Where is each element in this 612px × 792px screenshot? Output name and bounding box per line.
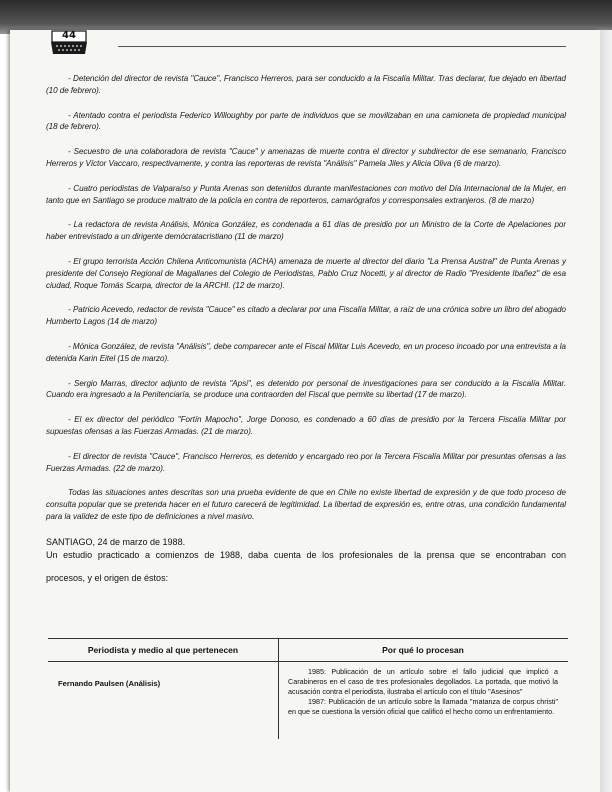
event-text: - Secuestro de una colaboradora de revista "Cauce" y amenazas de muerte contra el director y subdirector de ese semanario, Francisco Herreros y Víctor Vaccaro, respectivamente, y contra las reporteras de revista "Análisis" Pamela Jiles y Alicia Oliva (6 de marzo).: [46, 147, 566, 168]
event-item: [46, 146, 566, 170]
event-text: - Sergio Marras, director adjunto de revista "Apsi", es detenido por personal de investigaciones para ser conducido a la Fiscalía Militar. Cuando era ingresado a la Penitenciaría, se produce una contraorden del Fiscal que permite su libertad (17 de marzo).: [46, 378, 566, 400]
main-content: [46, 73, 566, 585]
event-text: - Mónica González, de revista "Análisis", debe comparecer ante el Fiscal Militar Luis Acevedo, en un proceso incoado por una entrevista a la detenida Karin Eitel (15 de marzo).: [46, 341, 566, 363]
event-text: - Atentado contra el periodista Federico Willoughby por parte de individuos que se movilizaban en una camioneta de propiedad municipal (18 de febrero).: [46, 110, 566, 132]
reason-entry: [288, 697, 558, 717]
event-item: [46, 219, 566, 243]
table-cell-reason: [288, 667, 558, 717]
reason-text: 1987: Publicación de un artículo sobre la llamada "matanza de corpus christi" en que se cuestiona la versión oficial que calificó el hecho como un enfrentamiento.: [288, 697, 558, 716]
table-cell-journalist: Fernando Paulsen (Análisis): [58, 679, 161, 688]
table-header-reason: Por qué lo procesan: [382, 645, 464, 655]
table-column-divider: [278, 639, 279, 739]
header-rule: [118, 46, 566, 47]
table-header-divider: [48, 661, 568, 662]
study-intro-line: Un estudio practicado a comienzos de 1988, daba cuenta de los profesionales de la prensa que se encontraban con: [46, 549, 566, 560]
study-intro-line-2: procesos, y el origen de éstos:: [46, 572, 169, 583]
event-item: [46, 341, 566, 365]
event-item: [46, 256, 566, 291]
event-item: [46, 378, 566, 402]
closing-text: Todas las situaciones antes descritas son una prueba evidente de que en Chile no existe libertad de expresión y de que todo proceso de consulta popular que se pretenda hacer en el futuro carecerá de legitimidad. La libertad de expresión es, entre otras, una condición fundamental para la validez de este tipo de definiciones a nivel masivo.: [46, 488, 566, 521]
page-number-badge: [50, 28, 88, 56]
page-number: 44: [62, 30, 76, 41]
event-item: [46, 183, 566, 207]
scan-border: [0, 0, 612, 34]
event-item: [46, 414, 566, 438]
cases-table: [48, 638, 568, 739]
event-text: - La redactora de revista Análisis, Mónica González, es condenada a 61 días de presidio por un Ministro de la Corte de Apelaciones por haber entrevistado a un dirigente demócratacristiano (11 de marzo): [46, 220, 566, 242]
event-item: [46, 304, 566, 328]
reason-entry: [288, 667, 558, 697]
event-item: [46, 73, 566, 97]
event-item: [46, 451, 566, 475]
event-item: [46, 110, 566, 134]
table-header-journalist: Periodista y medio al que pertenecen: [87, 645, 239, 655]
event-text: - El director de revista "Cauce", Francisco Herreros, es detenido y encargado reo por la Tercera Fiscalía Militar por presuntas ofensas a las Fuerzas Armadas. (22 de marzo).: [46, 451, 566, 473]
closing-paragraph: [46, 487, 566, 522]
event-text: - Cuatro periodistas de Valparaíso y Punta Arenas son detenidos durante manifestaciones con motivo del Día Internacional de la Mujer, en tanto que en Santiago se produce maltrato de la policía en contra de reporteros, camarógrafos y corresponsales extranjeros. (8 de marzo): [46, 183, 566, 205]
event-text: - El ex director del periódico "Fortín Mapocho", Jorge Donoso, es condenado a 60 días de presidio por la Tercera Fiscalía Militar por supuestas ofensas a las Fuerzas Armadas. (21 de marzo).: [46, 415, 566, 436]
event-text: - El grupo terrorista Acción Chilena Anticomunista (ACHA) amenaza de muerte al director del diario "La Prensa Austral" de Punta Arenas y presidente del Consejo Regional de Magallanes del Colegio de Periodistas, Pablo Cruz Nocetti, y al director de Radio "Presidente Ibañez" de esa ciudad, Roque Tomás Scarpa, director de la ARCHI. (12 de marzo).: [46, 256, 566, 290]
page-edge-shadow: [600, 30, 612, 792]
event-text: - Detención del director de revista "Cauce", Francisco Herreros, para ser conducido a la Fiscalía Militar. Tras declarar, fue dejado en libertad (10 de febrero).: [46, 74, 566, 95]
event-text: - Patricio Acevedo, redactor de revista "Cauce" es citado a declarar por una Fiscalía Militar, a raíz de una crónica sobre un libro del abogado Humberto Lagos (14 de marzo): [46, 305, 566, 327]
reason-text: 1985: Publicación de un artículo sobre el fallo judicial que implicó a Carabineros en el caso de tres profesionales degollados. La portada, que motivó la acusación contra el periodista, ilustraba el artículo con el título "Asesinos": [288, 667, 558, 696]
dateline: SANTIAGO, 24 de marzo de 1988.: [46, 536, 186, 547]
